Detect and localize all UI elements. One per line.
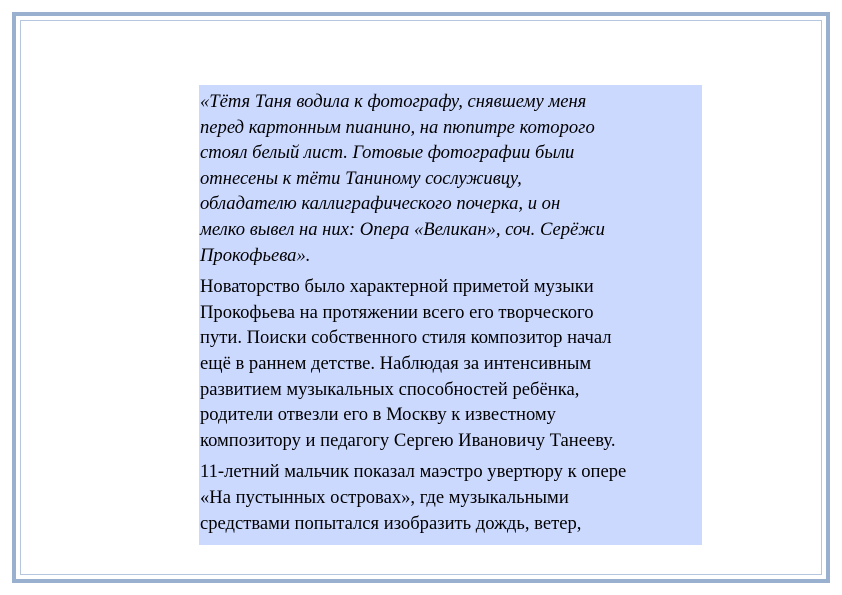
text-line: стоял белый лист. Готовые фотографии были [200,142,575,164]
text-line: перед картонным пианино, на пюпитре которого [200,116,595,138]
text-line: «На пустынных островах», где музыкальными [200,486,569,508]
quote-paragraph [200,89,702,268]
text-line: родители отвезли его в Москву к известному [200,404,556,426]
text-line: отнесены к тёти Таниному сослуживцу, [200,167,522,189]
text-line: ещё в раннем детстве. Наблюдая за интенсивным [200,352,592,374]
body-paragraph-2 [200,459,702,536]
text-line: средствами попытался изобразить дождь, ветер, [200,512,582,534]
text-block [199,85,702,545]
text-line: Прокофьева». [200,244,311,266]
text-line: «Тётя Таня водила к фотографу, снявшему меня [200,91,587,112]
text-line: композитору и педагогу Сергею Ивановичу Танееву. [200,429,616,451]
text-line: обладателю каллиграфического почерка, и он [200,193,561,215]
text-line: Прокофьева на протяжении всего его творческого [200,301,594,323]
text-line: развитием музыкальных способностей ребёнка, [200,378,580,400]
body-paragraph-1 [200,274,702,453]
text-line: мелко вывел на них: Опера «Великан», соч. Серёжи [200,218,605,240]
text-line: 11-летний мальчик показал маэстро увертюру к опере [200,461,627,483]
text-line: Новаторство было характерной приметой музыки [200,276,594,298]
text-line: пути. Поиски собственного стиля композитор начал [200,327,612,349]
